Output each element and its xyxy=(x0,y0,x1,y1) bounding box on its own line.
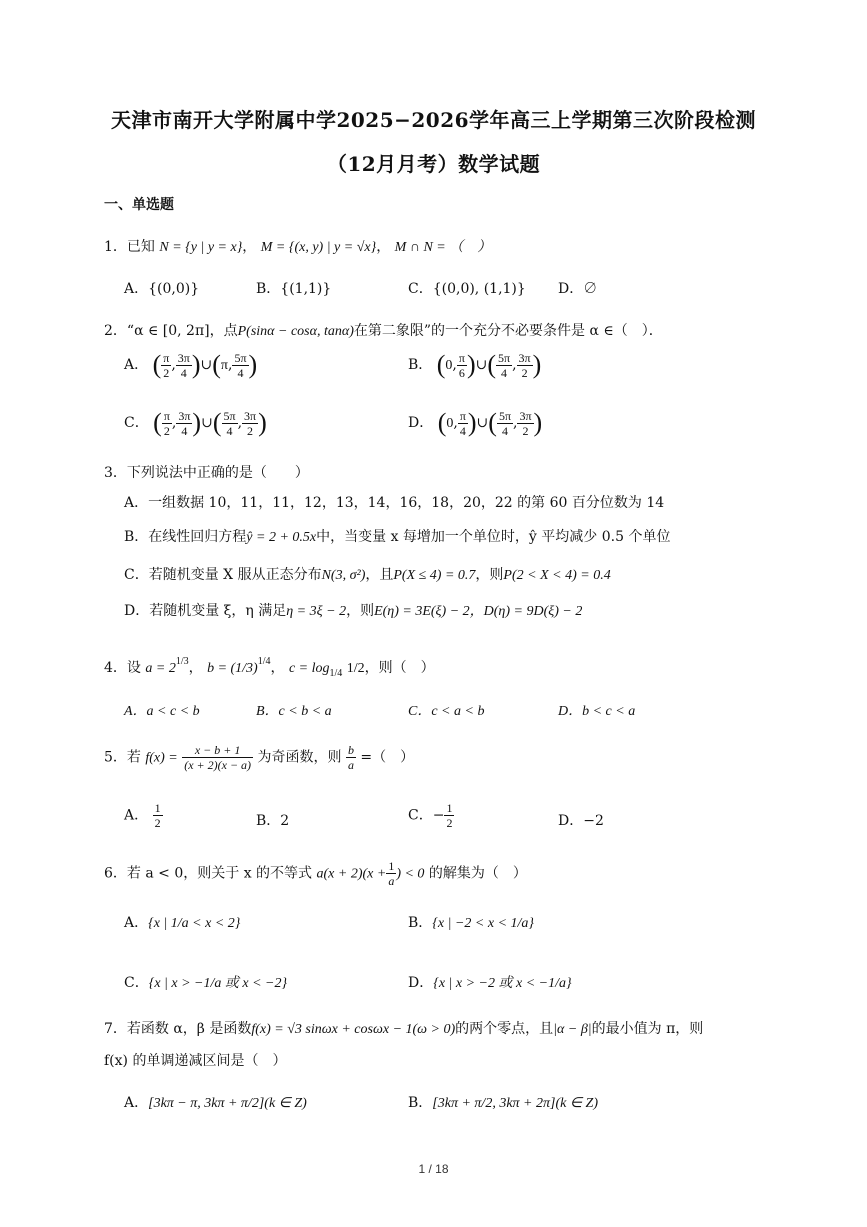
section-heading: 一、单选题 xyxy=(104,197,174,213)
question-4-option-d: D．b < c < a xyxy=(558,704,636,719)
question-5-option-d: D．−2 xyxy=(558,813,604,829)
question-2-option-b: B． (0, $\frac{\pi}{6}$ )∪( $\frac{5\pi}{4}$ , $\frac{3\pi}{2}$ ) xyxy=(408,350,542,380)
question-1-ask: M ∩ N = （ ） xyxy=(394,240,492,255)
question-3-option-b: B．在线性回归方程ŷ = 2 + 0.5x中，当变量 x 每增加一个单位时，ŷ 平均减少 0.5 个单位 xyxy=(124,529,671,545)
question-5-stem: 5．若 f(x) = $\frac{x - b + 1}{(x + 2)(x - a)}$ 为奇函数，则 $\frac{b}{a}$ =（ ） xyxy=(104,743,415,772)
question-7-stem: 7．若函数 α，β 是函数f(x) = √3 sinωx + cosωx − 1(ω > 0)的两个零点，且|α − β|的最小值为 π，则 xyxy=(104,1021,704,1037)
question-2-option-d: D． (0, $\frac{\pi}{4}$ )∪( $\frac{5\pi}{4}$ , $\frac{3\pi}{2}$ ) xyxy=(408,408,543,438)
question-6-option-a: A．{x | 1/a < x < 2} xyxy=(124,915,241,931)
question-5-option-a: A． $\frac{1}{2}$ xyxy=(124,801,161,830)
question-6-option-d: D．{x | x > −2 或 x < −1/a} xyxy=(408,975,572,991)
question-3-option-d: D．若随机变量 ξ，η 满足η = 3ξ − 2，则E(η) = 3E(ξ) − 2，D(η) = 9D(ξ) − 2 xyxy=(124,603,583,619)
question-7-option-a: A．[3kπ − π, 3kπ + π/2](k ∈ Z) xyxy=(124,1095,307,1111)
page-title: 天津市南开大学附属中学2025−2026学年高三上学期第三次阶段检测 xyxy=(110,108,757,132)
question-1-option-d: D．∅ xyxy=(558,281,598,297)
question-6-stem: 6．若 a < 0，则关于 x 的不等式 a(x + 2)(x + $\frac{1}{a}$ ) < 0 的解集为（ ） xyxy=(104,859,527,888)
question-1-stem: 1．已知 N = {y | y = x}， M = {(x, y) | y = √x}， M ∩ N = （ ） xyxy=(104,239,492,255)
question-2-stem: 2．“α ∈ [0, 2π]，点P(sinα − cosα, tanα)在第二象限”的一个充分不必要条件是 α ∈（ ）． xyxy=(104,323,663,339)
question-3-option-a: A．一组数据 10，11，11，12，13，14，16，18，20，22 的第 60 百分位数为 14 xyxy=(124,495,665,511)
question-1-option-c: C．{(0,0), (1,1)} xyxy=(408,281,526,297)
question-4-option-b: B．c < b < a xyxy=(256,704,332,719)
question-3-option-c: C．若随机变量 X 服从正态分布N(3, σ²)，且P(X ≤ 4) = 0.7，则P(2 < X < 4) = 0.4 xyxy=(124,567,611,583)
question-2-option-a: A． ( $\frac{\pi}{2}$ , $\frac{3\pi}{4}$ )∪(π, $\frac{5\pi}{4}$ ) xyxy=(124,350,258,380)
question-3-stem: 3．下列说法中正确的是（ ） xyxy=(104,465,309,481)
question-4-stem: 4．设 $a = 2^{1/3}$， $b = (1/3)^{1/4}$， $c = \log_{1/4} 1/2$，则（ ） xyxy=(104,656,435,679)
question-1-option-b: B．{(1,1)} xyxy=(256,281,332,297)
page-number: 1 / 18 xyxy=(418,1162,449,1176)
question-4-option-c: C．c < a < b xyxy=(408,704,485,719)
set-m: M = {(x, y) | y = √x} xyxy=(260,240,377,255)
set-n: N = {y | y = x} xyxy=(159,240,243,255)
question-1-option-a: A．{(0,0)} xyxy=(124,281,200,297)
question-6-option-b: B．{x | −2 < x < 1/a} xyxy=(408,915,535,931)
question-6-option-c: C．{x | x > −1/a 或 x < −2} xyxy=(124,975,288,991)
question-5-option-b: B．2 xyxy=(256,813,290,829)
question-7-line2: f(x) 的单调递减区间是（ ） xyxy=(104,1053,287,1069)
question-5-option-c: C．− $\frac{1}{2}$ xyxy=(408,801,453,830)
question-7-option-b: B．[3kπ + π/2, 3kπ + 2π](k ∈ Z) xyxy=(408,1095,598,1111)
question-2-option-c: C． ( $\frac{\pi}{2}$ , $\frac{3\pi}{4}$ )∪( $\frac{5\pi}{4}$ , $\frac{3\pi}{2}$ ) xyxy=(124,408,267,438)
page-subtitle: （12月月考）数学试题 xyxy=(326,152,541,176)
question-4-option-a: A．a < c < b xyxy=(124,704,200,719)
